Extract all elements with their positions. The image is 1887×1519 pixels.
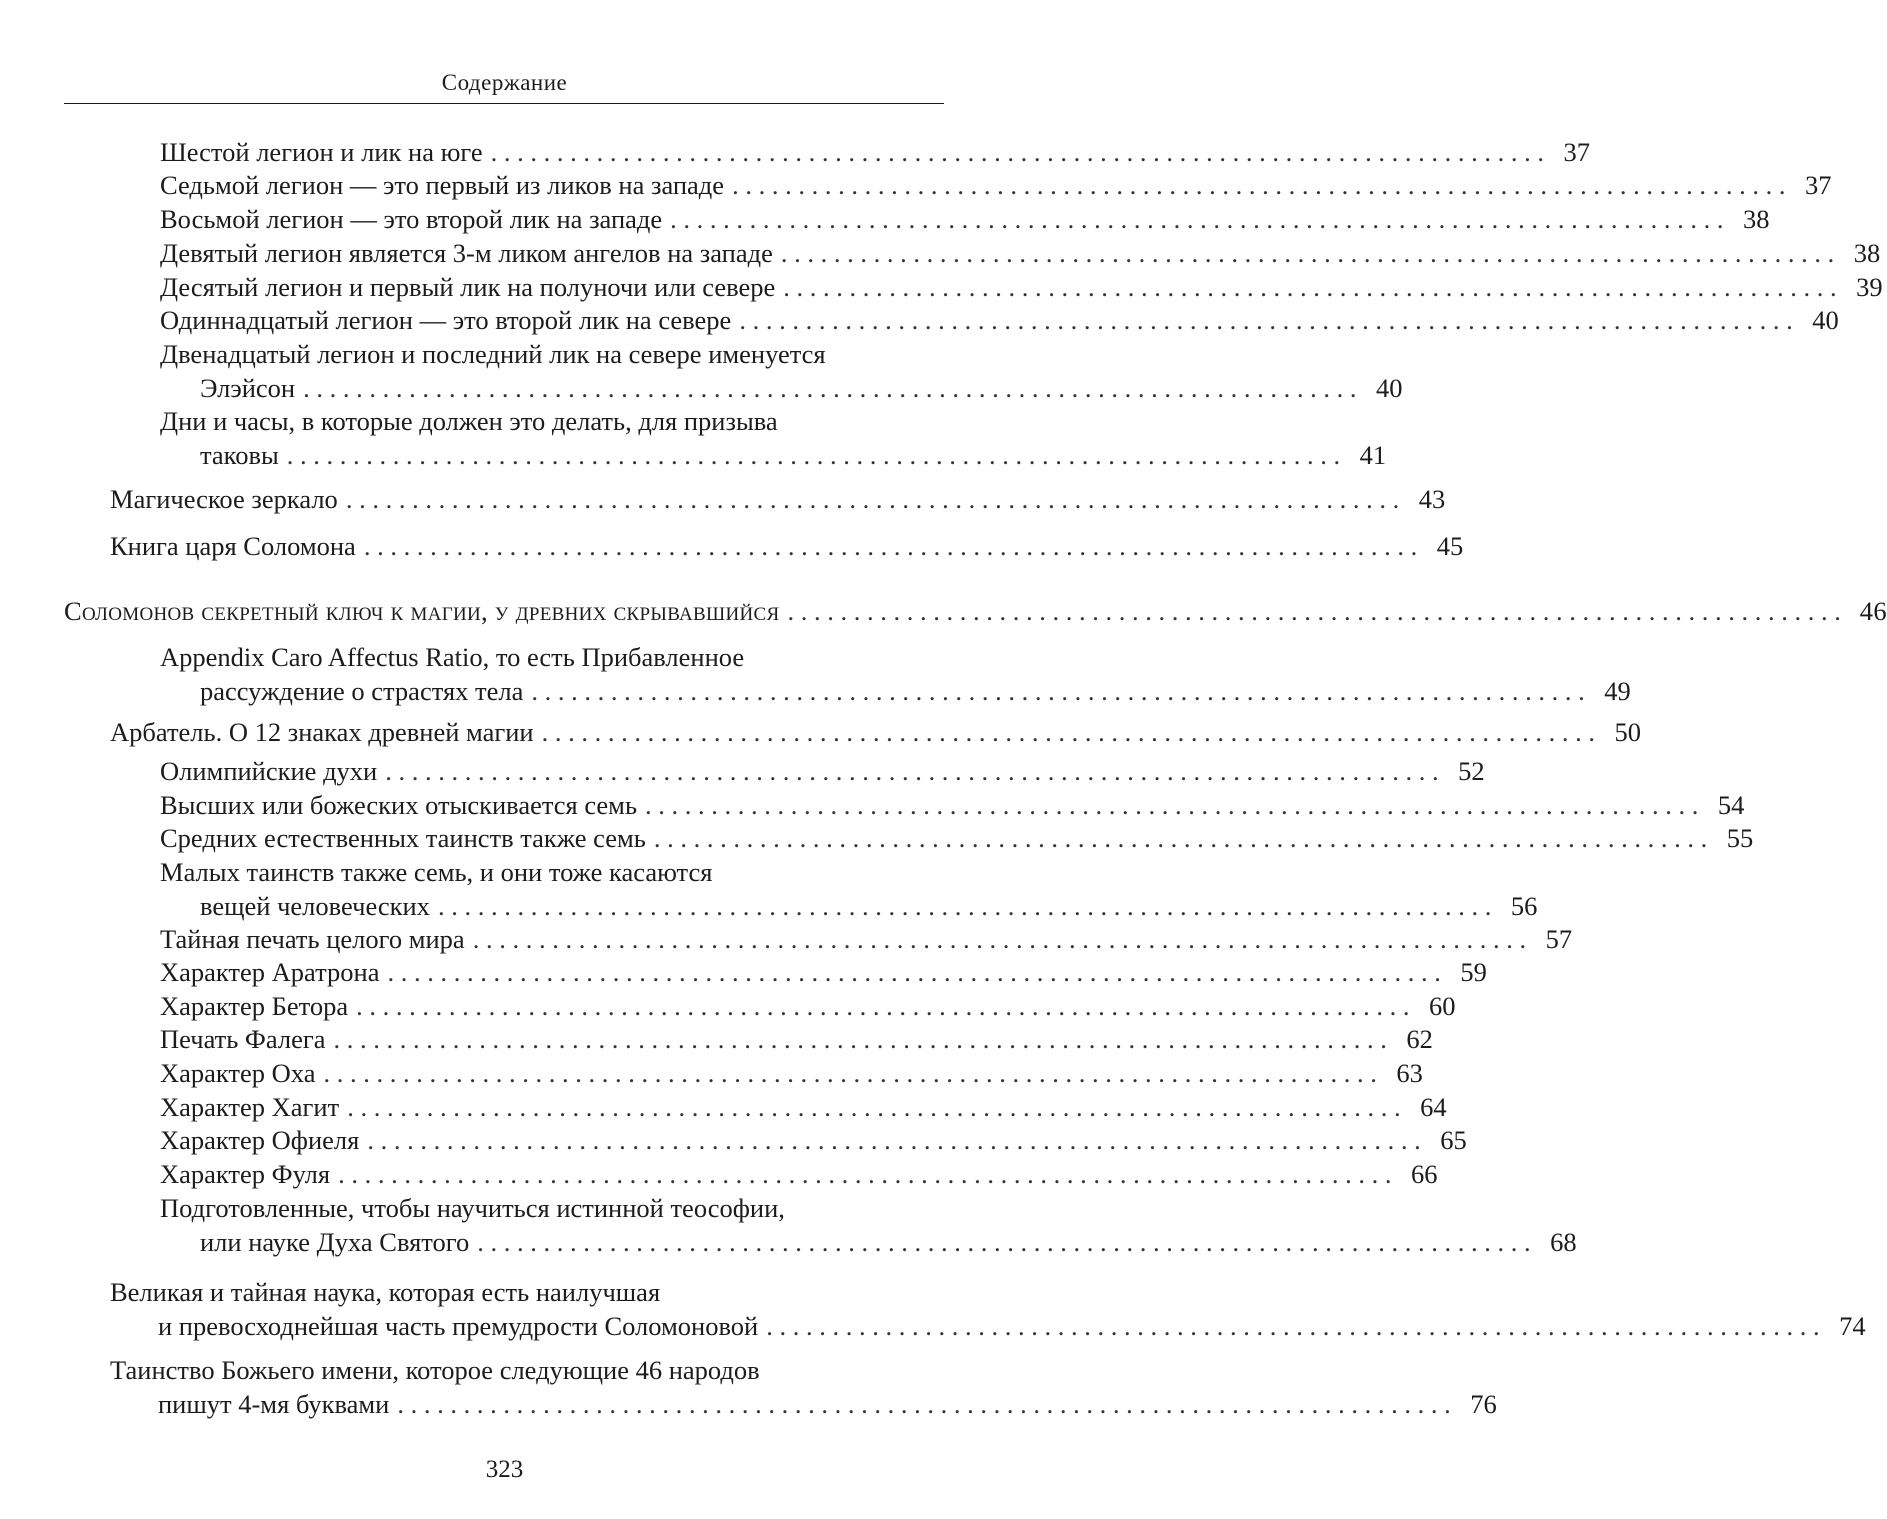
- toc-entry-title: Высших или божеских отыскивается семь: [160, 790, 638, 820]
- toc-entry-title: Характер Оха: [160, 1058, 316, 1088]
- toc-page-number: 37: [1563, 137, 1591, 167]
- toc-page-number: 52: [1458, 756, 1485, 786]
- toc-entry-title: пишут 4-мя буквами: [158, 1389, 390, 1419]
- toc-page-number: 65: [1440, 1125, 1467, 1155]
- toc-entry-title: рассуждение о страстях тела: [200, 676, 524, 706]
- toc-entry-title: Элэйсон: [200, 373, 296, 403]
- toc-entry-line: [160, 1191, 943, 1225]
- dot-leader: . . . . . . . . . . . . . . . . . . . . . . . . . . . . . . . . . . . . . . . . . . . . . . . . . . . . . . . . . . . . . . . . . . . . . . . . . . . . . . . .: [787, 596, 1841, 626]
- toc-entry-line: [160, 855, 943, 889]
- toc-entry-title: таковы: [200, 440, 279, 470]
- toc-entry-line: [160, 404, 943, 438]
- toc-entry-line: [160, 1056, 1423, 1090]
- toc-entry-line: [160, 303, 1839, 337]
- toc-entry-title: Великая и тайная наука, которая есть наилучшая: [110, 1277, 661, 1307]
- toc-entry-title: Характер Офиеля: [160, 1125, 360, 1155]
- dot-leader: . . . . . . . . . . . . . . . . . . . . . . . . . . . . . . . . . . . . . . . . . . . . . . . . . . . . . . . . . . . . . . . . . . . . . . . . . . . . . . . .: [531, 676, 1585, 706]
- toc-entry-line: [160, 821, 1754, 855]
- toc-page-number: 40: [1812, 305, 1839, 335]
- toc-entry-line: [158, 1309, 1866, 1343]
- toc-page-number: 43: [1418, 484, 1446, 514]
- toc-page-number: 45: [1436, 531, 1464, 561]
- toc-page-number: 63: [1396, 1058, 1423, 1088]
- toc-page-number: 38: [1853, 238, 1881, 268]
- toc-entry-title: Двенадцатый легион и последний лик на севере именуется: [160, 339, 826, 369]
- toc-entry-title: Характер Бетора: [160, 991, 349, 1021]
- toc-entry-title: Шестой легион и лик на юге: [160, 137, 483, 167]
- dot-leader: . . . . . . . . . . . . . . . . . . . . . . . . . . . . . . . . . . . . . . . . . . . . . . . . . . . . . . . . . . . . . . . . . . . . . . . . . . . . . . . .: [385, 756, 1439, 786]
- dot-leader: . . . . . . . . . . . . . . . . . . . . . . . . . . . . . . . . . . . . . . . . . . . . . . . . . . . . . . . . . . . . . . . . . . . . . . . . . . . . . . . .: [490, 137, 1545, 167]
- toc-page-number: 56: [1510, 891, 1538, 921]
- toc-entry-title: Соломонов секретный ключ к магии, у древних скрывавшийся: [64, 596, 780, 626]
- toc-page-number: 46: [1859, 596, 1887, 626]
- toc-page-number: 38: [1743, 204, 1770, 234]
- toc-entry-line: [160, 1090, 1447, 1124]
- dot-leader: . . . . . . . . . . . . . . . . . . . . . . . . . . . . . . . . . . . . . . . . . . . . . . . . . . . . . . . . . . . . . . . . . . . . . . . . . . . . . . . .: [732, 170, 1786, 200]
- toc-entry-line: [200, 1225, 1577, 1259]
- toc-page-number: 59: [1460, 957, 1487, 987]
- toc-entry-title: Магическое зеркало: [110, 484, 338, 514]
- toc-entry-line: [160, 955, 1487, 989]
- dot-leader: . . . . . . . . . . . . . . . . . . . . . . . . . . . . . . . . . . . . . . . . . . . . . . . . . . . . . . . . . . . . . . . . . . . . . . . . . . . . . . . .: [387, 957, 1441, 987]
- toc-entry-line: [200, 674, 1631, 708]
- toc-entry-line: [160, 922, 1573, 956]
- dot-leader: . . . . . . . . . . . . . . . . . . . . . . . . . . . . . . . . . . . . . . . . . . . . . . . . . . . . . . . . . . . . . . . . . . . . . . . . . . . . . . . .: [303, 373, 1357, 403]
- toc-entry-title: Книга царя Соломона: [110, 531, 356, 561]
- toc-entry-title: Печать Фалега: [160, 1024, 326, 1054]
- dot-leader: . . . . . . . . . . . . . . . . . . . . . . . . . . . . . . . . . . . . . . . . . . . . . . . . . . . . . . . . . . . . . . . . . . . . . . . . . . . . . . . .: [437, 891, 1492, 921]
- dot-leader: . . . . . . . . . . . . . . . . . . . . . . . . . . . . . . . . . . . . . . . . . . . . . . . . . . . . . . . . . . . . . . . . . . . . . . . . . . . . . . . .: [333, 1024, 1387, 1054]
- toc-page-number: 64: [1420, 1092, 1447, 1122]
- toc-entry-title: Характер Фуля: [160, 1159, 331, 1189]
- dot-leader: . . . . . . . . . . . . . . . . . . . . . . . . . . . . . . . . . . . . . . . . . . . . . . . . . . . . . . . . . . . . . . . . . . . . . . . . . . . . . . . .: [367, 1125, 1421, 1155]
- toc-entry-title: Подготовленные, чтобы научиться истинной теософии,: [160, 1193, 785, 1223]
- toc-page-number: 49: [1604, 676, 1631, 706]
- toc-entry-line: [110, 1275, 943, 1309]
- dot-leader: . . . . . . . . . . . . . . . . . . . . . . . . . . . . . . . . . . . . . . . . . . . . . . . . . . . . . . . . . . . . . . . . . . . . . . . . . . . . . . . .: [645, 790, 1699, 820]
- toc-entry-title: Appendix Caro Affectus Ratio, то есть Прибавленное: [160, 642, 745, 672]
- toc-entry-title: Малых таинств также семь, и они тоже касаются: [160, 857, 713, 887]
- toc-entry-line: [160, 640, 943, 674]
- toc-entry-line: [160, 202, 1770, 236]
- dot-leader: . . . . . . . . . . . . . . . . . . . . . . . . . . . . . . . . . . . . . . . . . . . . . . . . . . . . . . . . . . . . . . . . . . . . . . . . . . . . . . . .: [363, 531, 1418, 561]
- toc-page-number: 41: [1359, 440, 1387, 470]
- toc-page-number: 76: [1470, 1389, 1497, 1419]
- toc-page-number: 74: [1839, 1311, 1866, 1341]
- toc-entry-title: Олимпийские духи: [160, 756, 378, 786]
- dot-leader: . . . . . . . . . . . . . . . . . . . . . . . . . . . . . . . . . . . . . . . . . . . . . . . . . . . . . . . . . . . . . . . . . . . . . . . . . . . . . . . .: [345, 484, 1400, 514]
- dot-leader: . . . . . . . . . . . . . . . . . . . . . . . . . . . . . . . . . . . . . . . . . . . . . . . . . . . . . . . . . . . . . . . . . . . . . . . . . . . . . . . .: [766, 1311, 1820, 1341]
- toc-entry-title: вещей человеческих: [200, 891, 430, 921]
- dot-leader: . . . . . . . . . . . . . . . . . . . . . . . . . . . . . . . . . . . . . . . . . . . . . . . . . . . . . . . . . . . . . . . . . . . . . . . . . . . . . . . .: [323, 1058, 1377, 1088]
- toc-entry-line: [160, 236, 1881, 270]
- toc-entry-title: Тайная печать целого мира: [160, 924, 465, 954]
- dot-leader: . . . . . . . . . . . . . . . . . . . . . . . . . . . . . . . . . . . . . . . . . . . . . . . . . . . . . . . . . . . . . . . . . . . . . . . . . . . . . . . .: [356, 991, 1410, 1021]
- page-number: 323: [485, 1456, 524, 1483]
- toc-page-number: 39: [1856, 272, 1883, 302]
- toc-entry-title: Характер Аратрона: [160, 957, 380, 987]
- toc-page-number: 68: [1550, 1227, 1577, 1257]
- toc-entry-line: [158, 1387, 1497, 1421]
- dot-leader: . . . . . . . . . . . . . . . . . . . . . . . . . . . . . . . . . . . . . . . . . . . . . . . . . . . . . . . . . . . . . . . . . . . . . . . . . . . . . . . .: [541, 717, 1595, 747]
- running-header: Содержание: [441, 70, 568, 95]
- toc-entry-line: [110, 1353, 943, 1387]
- toc-page-number: 66: [1410, 1159, 1438, 1189]
- toc-entry-title: и превосходнейшая часть премудрости Соломоновой: [158, 1311, 759, 1341]
- dot-leader: . . . . . . . . . . . . . . . . . . . . . . . . . . . . . . . . . . . . . . . . . . . . . . . . . . . . . . . . . . . . . . . . . . . . . . . . . . . . . . . .: [338, 1159, 1392, 1189]
- toc-entry-title: Арбатель. О 12 знаках древней магии: [110, 717, 534, 747]
- toc-entry-title: Средних естественных таинств также семь: [160, 823, 646, 853]
- toc-entry-line: [200, 371, 1403, 405]
- dot-leader: . . . . . . . . . . . . . . . . . . . . . . . . . . . . . . . . . . . . . . . . . . . . . . . . . . . . . . . . . . . . . . . . . . . . . . . . . . . . . . . .: [783, 272, 1837, 302]
- toc-page-number: 40: [1376, 373, 1403, 403]
- toc-entry-line: [110, 482, 1446, 516]
- toc-entry-title: Таинство Божьего имени, которое следующие 46 народов: [110, 1355, 760, 1385]
- toc-page-number: 54: [1717, 790, 1745, 820]
- toc-entry-title: Одиннадцатый легион — это второй лик на севере: [160, 305, 732, 335]
- dot-leader: . . . . . . . . . . . . . . . . . . . . . . . . . . . . . . . . . . . . . . . . . . . . . . . . . . . . . . . . . . . . . . . . . . . . . . . . . . . . . . . .: [397, 1389, 1451, 1419]
- toc-entry-title: Дни и часы, в которые должен это делать, для призыва: [160, 406, 778, 436]
- dot-leader: . . . . . . . . . . . . . . . . . . . . . . . . . . . . . . . . . . . . . . . . . . . . . . . . . . . . . . . . . . . . . . . . . . . . . . . . . . . . . . . .: [477, 1227, 1531, 1257]
- dot-leader: . . . . . . . . . . . . . . . . . . . . . . . . . . . . . . . . . . . . . . . . . . . . . . . . . . . . . . . . . . . . . . . . . . . . . . . . . . . . . . . .: [472, 924, 1527, 954]
- toc-page-number: 37: [1804, 170, 1832, 200]
- toc-entry-line: [110, 715, 1641, 749]
- dot-leader: . . . . . . . . . . . . . . . . . . . . . . . . . . . . . . . . . . . . . . . . . . . . . . . . . . . . . . . . . . . . . . . . . . . . . . . . . . . . . . . .: [670, 204, 1724, 234]
- header-rule: [64, 103, 944, 104]
- toc-entry-line: [160, 168, 1832, 202]
- toc-entry-line: [160, 1157, 1438, 1191]
- toc-page-number: 55: [1726, 823, 1754, 853]
- dot-leader: . . . . . . . . . . . . . . . . . . . . . . . . . . . . . . . . . . . . . . . . . . . . . . . . . . . . . . . . . . . . . . . . . . . . . . . . . . . . . . . .: [739, 305, 1793, 335]
- toc-entry-line: [160, 788, 1745, 822]
- toc-entry-line: [110, 529, 1464, 563]
- toc-entry-title: Восьмой легион — это второй лик на западе: [160, 204, 663, 234]
- dot-leader: . . . . . . . . . . . . . . . . . . . . . . . . . . . . . . . . . . . . . . . . . . . . . . . . . . . . . . . . . . . . . . . . . . . . . . . . . . . . . . . .: [347, 1092, 1401, 1122]
- toc-entry-line: [200, 438, 1387, 472]
- dot-leader: . . . . . . . . . . . . . . . . . . . . . . . . . . . . . . . . . . . . . . . . . . . . . . . . . . . . . . . . . . . . . . . . . . . . . . . . . . . . . . . .: [286, 440, 1341, 470]
- toc-entry-title: Десятый легион и первый лик на полуночи или севере: [160, 272, 776, 302]
- dot-leader: . . . . . . . . . . . . . . . . . . . . . . . . . . . . . . . . . . . . . . . . . . . . . . . . . . . . . . . . . . . . . . . . . . . . . . . . . . . . . . . .: [780, 238, 1835, 268]
- toc-page-number: 50: [1614, 717, 1641, 747]
- toc-page-number: 57: [1545, 924, 1573, 954]
- toc-entry-line: [160, 1022, 1433, 1056]
- dot-leader: . . . . . . . . . . . . . . . . . . . . . . . . . . . . . . . . . . . . . . . . . . . . . . . . . . . . . . . . . . . . . . . . . . . . . . . . . . . . . . . .: [653, 823, 1708, 853]
- toc-page-number: 62: [1406, 1024, 1433, 1054]
- toc-entry-title: или науке Духа Святого: [200, 1227, 470, 1257]
- toc-entry-line: [160, 270, 1883, 304]
- toc-entry-line: [160, 337, 943, 371]
- toc-page-number: 60: [1429, 991, 1456, 1021]
- toc-entry-line: [64, 594, 1887, 628]
- toc-entry-line: [160, 1123, 1467, 1157]
- toc-entry-title: Характер Хагит: [160, 1092, 340, 1122]
- toc-entry-title: Седьмой легион — это первый из ликов на западе: [160, 170, 725, 200]
- toc-entry-line: [160, 135, 1591, 169]
- toc-entry-line: [160, 989, 1456, 1023]
- toc-entry-line: [200, 889, 1538, 923]
- toc-entry-line: [160, 754, 1485, 788]
- toc-entry-title: Девятый легион является 3-м ликом ангелов на западе: [160, 238, 773, 268]
